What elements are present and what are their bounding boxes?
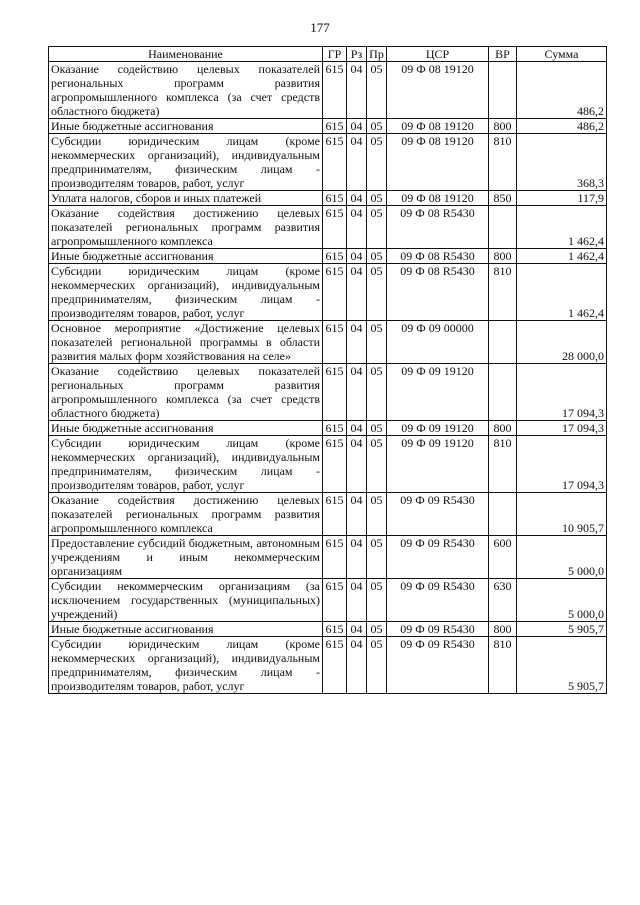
- cell-name: Субсидии юридическим лицам (кроме некоммерческих организаций), индивидуальным предпринимателям, физическим лицам - производителям товаров, работ, услуг: [49, 264, 323, 321]
- cell-sum: 10 905,7: [517, 493, 607, 536]
- cell-csr: 09 Ф 08 19120: [387, 134, 489, 191]
- cell-sum: 17 094,3: [517, 436, 607, 493]
- cell-gr: 615: [323, 493, 347, 536]
- cell-rz: 04: [347, 249, 367, 264]
- cell-sum: 486,2: [517, 119, 607, 134]
- cell-name: Оказание содействию целевых показателей региональных программ развития агропромышленного комплекса (за счет средств областного бюджета): [49, 364, 323, 421]
- cell-vr: 810: [489, 436, 517, 493]
- cell-sum: 17 094,3: [517, 364, 607, 421]
- cell-name: Оказание содействия достижению целевых показателей региональных программ развития агропромышленного комплекса: [49, 206, 323, 249]
- cell-csr: 09 Ф 09 R5430: [387, 536, 489, 579]
- cell-rz: 04: [347, 321, 367, 364]
- cell-gr: 615: [323, 191, 347, 206]
- cell-csr: 09 Ф 09 R5430: [387, 622, 489, 637]
- column-header-csr: ЦСР: [387, 47, 489, 62]
- cell-csr: 09 Ф 08 R5430: [387, 249, 489, 264]
- cell-name: Субсидии юридическим лицам (кроме некоммерческих организаций), индивидуальным предпринимателям, физическим лицам - производителям товаров, работ, услуг: [49, 134, 323, 191]
- cell-pr: 05: [367, 579, 387, 622]
- column-header-sum: Сумма: [517, 47, 607, 62]
- column-header-name: Наименование: [49, 47, 323, 62]
- table-row: [49, 436, 607, 493]
- cell-pr: 05: [367, 119, 387, 134]
- cell-gr: 615: [323, 62, 347, 119]
- page-number: 177: [310, 20, 330, 35]
- cell-sum: 1 462,4: [517, 264, 607, 321]
- header-row: [49, 47, 607, 62]
- column-header-rz: Рз: [347, 47, 367, 62]
- table-row: [49, 421, 607, 436]
- cell-sum: 1 462,4: [517, 249, 607, 264]
- cell-vr: 600: [489, 536, 517, 579]
- table-row: [49, 637, 607, 694]
- cell-rz: 04: [347, 436, 367, 493]
- cell-name: Субсидии юридическим лицам (кроме некоммерческих организаций), индивидуальным предпринимателям, физическим лицам - производителям товаров, работ, услуг: [49, 436, 323, 493]
- cell-vr: [489, 206, 517, 249]
- cell-rz: 04: [347, 579, 367, 622]
- cell-gr: 615: [323, 637, 347, 694]
- cell-pr: 05: [367, 62, 387, 119]
- cell-vr: 800: [489, 119, 517, 134]
- cell-rz: 04: [347, 134, 367, 191]
- cell-pr: 05: [367, 421, 387, 436]
- cell-name: Оказание содействия достижению целевых показателей региональных программ развития агропромышленного комплекса: [49, 493, 323, 536]
- table-row: [49, 134, 607, 191]
- cell-csr: 09 Ф 09 19120: [387, 436, 489, 493]
- table-row: [49, 119, 607, 134]
- cell-vr: 850: [489, 191, 517, 206]
- cell-gr: 615: [323, 206, 347, 249]
- table-row: [49, 536, 607, 579]
- cell-rz: 04: [347, 191, 367, 206]
- cell-vr: 800: [489, 249, 517, 264]
- table-row: [49, 206, 607, 249]
- cell-pr: 05: [367, 364, 387, 421]
- cell-name: Субсидии юридическим лицам (кроме некоммерческих организаций), индивидуальным предпринимателям, физическим лицам - производителям товаров, работ, услуг: [49, 637, 323, 694]
- cell-csr: 09 Ф 08 19120: [387, 119, 489, 134]
- cell-pr: 05: [367, 206, 387, 249]
- cell-rz: 04: [347, 622, 367, 637]
- cell-name: Уплата налогов, сборов и иных платежей: [49, 191, 323, 206]
- table-row: [49, 622, 607, 637]
- cell-csr: 09 Ф 09 19120: [387, 421, 489, 436]
- cell-rz: 04: [347, 364, 367, 421]
- table-row: [49, 264, 607, 321]
- cell-sum: 5 905,7: [517, 622, 607, 637]
- cell-vr: [489, 364, 517, 421]
- cell-vr: 810: [489, 134, 517, 191]
- cell-vr: [489, 493, 517, 536]
- cell-pr: 05: [367, 536, 387, 579]
- table-row: [49, 579, 607, 622]
- cell-csr: 09 Ф 08 R5430: [387, 206, 489, 249]
- cell-rz: 04: [347, 264, 367, 321]
- cell-rz: 04: [347, 62, 367, 119]
- cell-csr: 09 Ф 09 R5430: [387, 493, 489, 536]
- cell-gr: 615: [323, 264, 347, 321]
- cell-sum: 5 000,0: [517, 536, 607, 579]
- cell-name: Иные бюджетные ассигнования: [49, 421, 323, 436]
- cell-csr: 09 Ф 08 19120: [387, 191, 489, 206]
- cell-gr: 615: [323, 579, 347, 622]
- cell-gr: 615: [323, 364, 347, 421]
- cell-gr: 615: [323, 421, 347, 436]
- cell-name: Иные бюджетные ассигнования: [49, 249, 323, 264]
- cell-sum: 117,9: [517, 191, 607, 206]
- cell-vr: 810: [489, 637, 517, 694]
- column-header-gr: ГР: [323, 47, 347, 62]
- cell-gr: 615: [323, 536, 347, 579]
- cell-pr: 05: [367, 493, 387, 536]
- table-row: [49, 191, 607, 206]
- cell-sum: 368,3: [517, 134, 607, 191]
- budget-table: [48, 46, 607, 694]
- cell-rz: 04: [347, 421, 367, 436]
- cell-sum: 1 462,4: [517, 206, 607, 249]
- cell-pr: 05: [367, 622, 387, 637]
- cell-sum: 5 905,7: [517, 637, 607, 694]
- cell-csr: 09 Ф 09 R5430: [387, 637, 489, 694]
- cell-vr: 800: [489, 622, 517, 637]
- cell-sum: 28 000,0: [517, 321, 607, 364]
- cell-name: Иные бюджетные ассигнования: [49, 119, 323, 134]
- cell-name: Предоставление субсидий бюджетным, автономным учреждениям и иным некоммерческим организациям: [49, 536, 323, 579]
- cell-name: Оказание содействию целевых показателей региональных программ развития агропромышленного комплекса (за счет средств областного бюджета): [49, 62, 323, 119]
- cell-pr: 05: [367, 134, 387, 191]
- cell-sum: 17 094,3: [517, 421, 607, 436]
- cell-gr: 615: [323, 436, 347, 493]
- cell-rz: 04: [347, 493, 367, 536]
- cell-vr: 810: [489, 264, 517, 321]
- cell-pr: 05: [367, 637, 387, 694]
- cell-rz: 04: [347, 119, 367, 134]
- table-row: [49, 249, 607, 264]
- table-row: [49, 321, 607, 364]
- cell-pr: 05: [367, 264, 387, 321]
- cell-name: Субсидии некоммерческим организациям (за исключением государственных (муниципальных) учреждений): [49, 579, 323, 622]
- cell-gr: 615: [323, 134, 347, 191]
- table-row: [49, 493, 607, 536]
- cell-pr: 05: [367, 321, 387, 364]
- cell-pr: 05: [367, 249, 387, 264]
- cell-vr: [489, 321, 517, 364]
- cell-csr: 09 Ф 09 R5430: [387, 579, 489, 622]
- cell-vr: 800: [489, 421, 517, 436]
- cell-csr: 09 Ф 08 R5430: [387, 264, 489, 321]
- cell-gr: 615: [323, 119, 347, 134]
- cell-csr: 09 Ф 08 19120: [387, 62, 489, 119]
- cell-name: Иные бюджетные ассигнования: [49, 622, 323, 637]
- cell-pr: 05: [367, 191, 387, 206]
- cell-rz: 04: [347, 206, 367, 249]
- cell-gr: 615: [323, 622, 347, 637]
- column-header-pr: Пр: [367, 47, 387, 62]
- table-row: [49, 62, 607, 119]
- cell-name: Основное мероприятие «Достижение целевых показателей региональной программы в области развития малых форм хозяйствования на селе»: [49, 321, 323, 364]
- cell-sum: 486,2: [517, 62, 607, 119]
- cell-sum: 5 000,0: [517, 579, 607, 622]
- column-header-vr: ВР: [489, 47, 517, 62]
- cell-pr: 05: [367, 436, 387, 493]
- cell-gr: 615: [323, 249, 347, 264]
- cell-csr: 09 Ф 09 19120: [387, 364, 489, 421]
- cell-rz: 04: [347, 536, 367, 579]
- cell-vr: 630: [489, 579, 517, 622]
- cell-vr: [489, 62, 517, 119]
- cell-gr: 615: [323, 321, 347, 364]
- cell-csr: 09 Ф 09 00000: [387, 321, 489, 364]
- table-row: [49, 364, 607, 421]
- cell-rz: 04: [347, 637, 367, 694]
